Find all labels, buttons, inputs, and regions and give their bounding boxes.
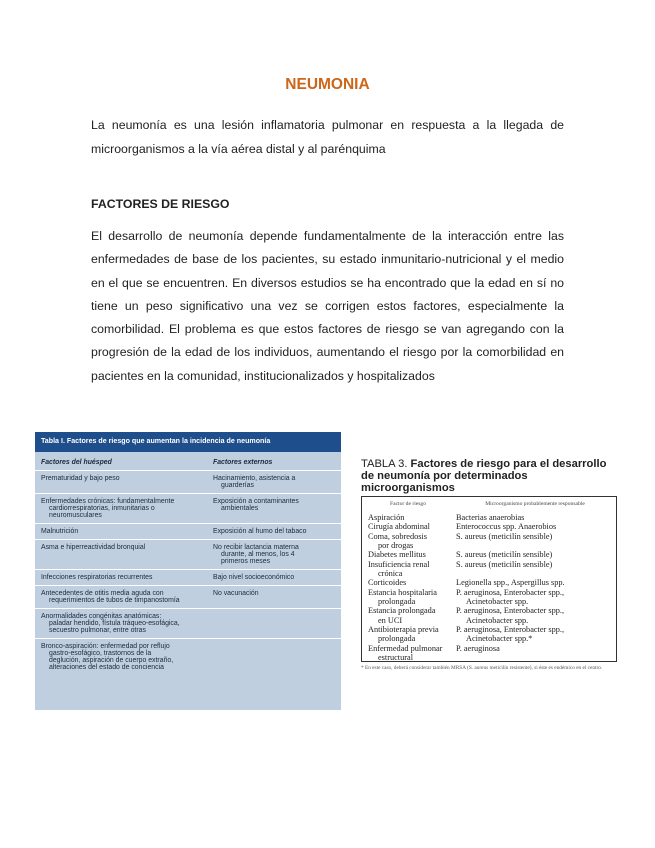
table1-cell-line: Bronco-aspiración: enfermedad por reflujo (41, 643, 170, 650)
table1-cell-line: alteraciones del estado de conciencia (49, 664, 164, 671)
table3-factor-text: Aspiración (368, 513, 405, 522)
page-title: NEUMONIA (285, 76, 370, 93)
table3-cell-micro (456, 550, 612, 559)
table3-factor-text: Diabetes mellitus (368, 550, 426, 560)
table1-cell-line: requerimientos de tubos de timpanostomía (49, 597, 180, 604)
table3-micro-text: Enterococcus spp. Anaerobios (456, 522, 557, 532)
section-heading: FACTORES DE RIESGO (91, 197, 230, 211)
table3-cell-factor (368, 634, 456, 643)
table3-cell-factor (368, 644, 456, 653)
table3-cell-micro (456, 578, 612, 587)
table1-cell-line: No recibir lactancia materna (213, 544, 299, 551)
table1-cell-host (41, 643, 213, 671)
table1-cell-line: Antecedentes de otitis media aguda con (41, 590, 164, 597)
table1-cell-line: paladar hendido, fístula tráqueo-esofágica, (49, 620, 180, 627)
table3-factor-text: Estancia hospitalaria (368, 587, 437, 597)
table1-cell-host (41, 498, 213, 519)
table1-cell-external (213, 544, 335, 565)
table3-micro-text: P. aeruginosa, Enterobacter spp., (456, 606, 565, 616)
table3-cell-micro (456, 606, 612, 615)
table1-col-host: Factores del huésped (41, 459, 112, 466)
table3-cell-micro (456, 616, 612, 625)
table1-row (35, 608, 341, 638)
table3-micro-text: Legionella spp., Aspergillus spp. (456, 578, 565, 588)
table1-cell-line: Enfermedades crónicas: fundamentalmente (41, 498, 175, 505)
table3-col-factor: Factor de riesgo (389, 501, 427, 507)
table1-cell-line: Bajo nivel socioeconómico (213, 574, 295, 581)
table3-cell-factor (368, 560, 456, 569)
table3-microorganisms (361, 458, 617, 672)
table3-row (368, 532, 612, 541)
table3-cell-micro (456, 625, 612, 634)
table3-factor-text: crónica (378, 569, 403, 579)
table3-cell-factor (368, 625, 456, 634)
table3-row (368, 578, 612, 587)
table3-box (361, 496, 617, 662)
table1-row (35, 585, 341, 608)
table3-row (368, 513, 612, 522)
table3-row (368, 569, 612, 578)
table1-cell-line: cardiorrespiratorias, inmunitarias o (49, 505, 155, 512)
table3-cell-micro (456, 569, 612, 578)
table3-cell-micro (456, 560, 612, 569)
table1-cell-external (213, 643, 335, 671)
table3-cell-factor (368, 606, 456, 615)
table3-cell-micro (456, 634, 612, 643)
table1-risk-factors (35, 432, 341, 710)
table3-micro-text: P. aeruginosa (456, 643, 500, 653)
table3-cell-factor (368, 616, 456, 625)
table1-row (35, 569, 341, 585)
table3-factor-text: prolongada (378, 597, 416, 607)
table3-title-line2: de neumonía por determinados microorganismos (361, 470, 528, 494)
table3-row (368, 634, 612, 643)
table3-row (368, 541, 612, 550)
table3-factor-text: Cirugía abdominal (368, 522, 430, 532)
table1-cell-line: guarderías (221, 482, 254, 489)
table3-title-prefix: TABLA 3. (361, 458, 408, 470)
table1-cell-external (213, 528, 335, 535)
table1-cell-line: Anormalidades congénitas anatómicas: (41, 613, 162, 620)
table3-row (368, 588, 612, 597)
table3-micro-text: S. aureus (meticilín sensible) (456, 559, 553, 569)
table1-cell-line: Exposición al humo del tabaco (213, 528, 307, 535)
table3-row (368, 644, 612, 653)
table3-row (368, 550, 612, 559)
table3-factor-text: Coma, sobredosis (368, 531, 427, 541)
table1-cell-line: Prematuridad y bajo peso (41, 475, 120, 482)
table3-cell-micro (456, 541, 612, 550)
table3-row (368, 606, 612, 615)
table1-row (35, 493, 341, 523)
table3-cell-factor (368, 597, 456, 606)
table3-cell-factor (368, 550, 456, 559)
section-body: El desarrollo de neumonía depende fundamentalmente de la interacción entre las enfermedades de base de los pacientes, su estado inmunitario-nutricional y el medio en el que se encuentren. En diversos estudios se ha encontrado que la edad en sí no tiene un peso significativo una vez se corrigen estos factores, especialmente la comorbilidad. El problema es que estos factores de riesgo se van agregando con la progresión de la edad de los individuos, aumentando el riesgo por la comorbilidad en pacientes en la comunidad, institucionalizados y hospitalizados (91, 229, 564, 383)
table3-micro-text: Acinetobacter spp. (466, 615, 529, 625)
table1-cell-external (213, 498, 335, 519)
table3-cell-factor (368, 653, 456, 662)
table3-row (368, 522, 612, 531)
table3-col-micro: Microorganismo probablemente responsable (485, 501, 585, 507)
table3-title (361, 458, 617, 494)
table1-row (35, 638, 341, 675)
table3-factor-text: prolongada (378, 634, 416, 644)
table1-column-headers (35, 452, 341, 470)
table3-cell-micro (456, 597, 612, 606)
table3-row (368, 560, 612, 569)
table1-col-external: Factores externos (213, 459, 273, 466)
table1-cell-line: Infecciones respiratorias recurrentes (41, 574, 153, 581)
table1-cell-line: No vacunación (213, 590, 259, 597)
table3-factor-text: Insuficiencia renal (368, 559, 430, 569)
table3-factor-text: estructural (378, 653, 414, 663)
table3-cell-micro (456, 653, 612, 662)
table3-factor-text: Enfermedad pulmonar (368, 643, 443, 653)
table3-cell-factor (368, 588, 456, 597)
table3-cell-micro (456, 532, 612, 541)
table1-cell-line: Exposición a contaminantes (213, 498, 299, 505)
table1-cell-line: Asma e hiperreactividad bronquial (41, 544, 146, 551)
table1-row (35, 539, 341, 569)
table1-row (35, 470, 341, 493)
table1-cell-host (41, 590, 213, 604)
table3-factor-text: Estancia prolongada (368, 606, 436, 616)
table1-cell-line: secuestro pulmonar, entre otras (49, 627, 146, 634)
intro-paragraph: La neumonía es una lesión inflamatoria pulmonar en respuesta a la llegada de microorganismos a la vía aérea distal y al parénquima (91, 118, 564, 156)
table3-factor-text: por drogas (378, 541, 414, 551)
table3-cell-factor (368, 541, 456, 550)
table1-cell-host (41, 528, 213, 535)
table1-cell-line: primeros meses (221, 558, 271, 565)
table1-cell-host (41, 544, 213, 565)
table1-cell-host (41, 613, 213, 634)
table3-cell-factor (368, 578, 456, 587)
table3-micro-text: S. aureus (meticilín sensible) (456, 531, 553, 541)
table1-title: Tabla I. Factores de riesgo que aumentan la incidencia de neumonía (35, 432, 341, 452)
table3-micro-text: Bacterias anaerobias (456, 513, 525, 522)
table1-cell-external (213, 475, 335, 489)
table1-cell-line: durante, al menos, los 4 (221, 551, 295, 558)
table3-micro-text: Acinetobacter spp.* (466, 634, 533, 644)
table3-body (362, 509, 616, 663)
table3-cell-micro (456, 522, 612, 531)
table3-cell-micro (456, 644, 612, 653)
table3-cell-micro (456, 513, 612, 522)
table3-row (368, 625, 612, 634)
table1-cell-line: deglución, aspiración de cuerpo extraño, (49, 657, 174, 664)
table1-body (35, 470, 341, 675)
table1-cell-line: Malnutrición (41, 528, 79, 535)
table3-cell-factor (368, 569, 456, 578)
table3-cell-factor (368, 522, 456, 531)
table3-micro-text: S. aureus (meticilín sensible) (456, 550, 553, 560)
table1-cell-line: gastro-esofágico, trastornos de la (49, 650, 152, 657)
table1-cell-line: ambientales (221, 505, 259, 512)
table3-factor-text: Corticoides (368, 578, 407, 588)
table1-cell-external (213, 590, 335, 604)
table3-row (368, 653, 612, 662)
table3-factor-text: Antibioterapia previa (368, 625, 439, 635)
table3-micro-text: Acinetobacter spp. (466, 597, 529, 607)
table3-title-line1: Factores de riesgo para el desarrollo (410, 458, 607, 470)
table1-cell-external (213, 613, 335, 634)
table1-cell-line: Hacinamiento, asistencia a (213, 475, 296, 482)
table3-row (368, 597, 612, 606)
table1-cell-external (213, 574, 335, 581)
table1-cell-host (41, 574, 213, 581)
table3-cell-factor (368, 513, 456, 522)
table3-row (368, 616, 612, 625)
table3-factor-text: en UCI (378, 615, 403, 625)
table3-micro-text: P. aeruginosa, Enterobacter spp., (456, 625, 565, 635)
table1-cell-line: neuromusculares (49, 512, 102, 519)
table3-cell-factor (368, 532, 456, 541)
table3-cell-micro (456, 588, 612, 597)
table3-column-headers (362, 497, 616, 509)
table1-cell-host (41, 475, 213, 489)
table3-footnote: * En este caso, deberá considerar también MRSA (S. aureus meticilín resistente), si éste es endémico en el centro. (361, 665, 603, 671)
table3-micro-text: P. aeruginosa, Enterobacter spp., (456, 587, 565, 597)
table1-row (35, 523, 341, 539)
